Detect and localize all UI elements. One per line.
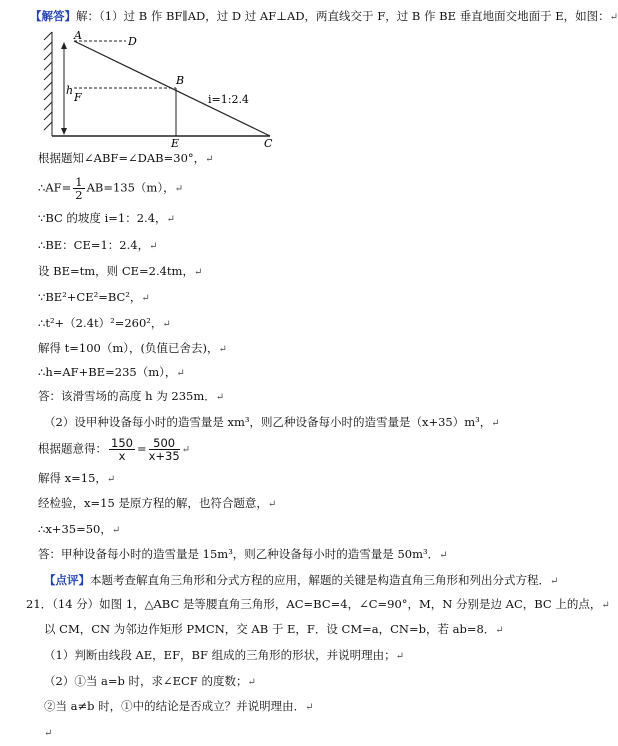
- pythag-statement: ∵BE²+CE²=BC²，: [38, 290, 142, 304]
- solution-header: 【解答】解：（1）过 B 作 BF∥AD，过 D 过 AF⊥AD，两直线交于 F，过 B 作 BE 垂直地面交地面于 E，如图：↵: [30, 9, 618, 23]
- fraction-eq-prefix: 根据题意得：: [38, 441, 107, 456]
- denominator-x35: x+35: [148, 449, 180, 463]
- q21-part3: ②当 a≠b 时，①中的结论是否成立？并说明理由．: [44, 699, 306, 713]
- line-fraction-eq: 根据题意得： $\frac{150}{x}$ = $\frac{500}{x+35}$ ↵: [38, 436, 191, 463]
- line-comment: 【点评】本题考查解直角三角形和分式方程的应用，解题的关键是构造直角三角形和列出分式方程．↵: [44, 573, 559, 587]
- fraction-500: [149, 437, 180, 462]
- solve-x-statement: 解得 x=15，: [38, 471, 107, 485]
- answer1-statement: 答：该滑雪场的高度 h 为 235m．: [38, 389, 216, 403]
- half-numerator: 1: [75, 175, 83, 189]
- line-part2: （2）设甲种设备每小时的造雪量是 xm³，则乙种设备每小时的造雪量是（x+35）m³，↵: [44, 415, 500, 429]
- q21-cont-statement: 以 CM，CN 为邻边作矩形 PMCN，交 AB 于 E，F．设 CM=a，CN=b，若 ab=8．: [44, 622, 496, 636]
- line-ratio: ∴BE：CE=1：2.4，↵: [38, 238, 158, 252]
- let-statement: 设 BE=tm，则 CE=2.4tm，: [38, 264, 194, 278]
- line-slope: ∵BC 的坡度 i=1：2.4，↵: [38, 211, 175, 225]
- label-h: h: [66, 84, 74, 97]
- label-d: D: [128, 35, 137, 48]
- line-angle: 根据题知∠ABF=∠DAB=30°，↵: [38, 151, 214, 165]
- fraction-150: [109, 437, 135, 462]
- line-x35: ∴x+35=50，↵: [38, 522, 121, 536]
- check-statement: 经检验，x=15 是原方程的解，也符合题意，: [38, 496, 268, 510]
- af-suffix: AB=135（m），: [86, 180, 175, 195]
- comment-text: 本题考查解直角三角形和分式方程的应用，解题的关键是构造直角三角形和列出分式方程．: [90, 573, 550, 587]
- equals-sign: =: [136, 441, 147, 456]
- empty-paragraph-mark: ↵: [44, 728, 53, 739]
- line-q21-p2: （2）①当 a=b 时，求∠ECF 的度数；↵: [44, 674, 256, 688]
- part2-statement: （2）设甲种设备每小时的造雪量是 xm³，则乙种设备每小时的造雪量是（x+35）m³，: [44, 415, 492, 429]
- line-equation: ∴t²+（2.4t）²=260²，↵: [38, 316, 171, 330]
- line-q21-p1: （1）判断由线段 AE，EF，BF 组成的三角形的形状，并说明理由；↵: [44, 648, 405, 662]
- wall-hatch: [44, 32, 52, 136]
- solution-intro: 解：（1）过 B 作 BF∥AD，过 D 过 AF⊥AD，两直线交于 F，过 B 作 BE 垂直地面交地面于 E，如图：: [76, 9, 610, 23]
- half-fraction: [73, 176, 84, 201]
- half-denominator: 2: [75, 188, 83, 202]
- line-q21: 21．（14 分）如图 1，△ABC 是等腰直角三角形，AC=BC=4，∠C=90°，M，N 分别是边 AC，BC 上的点，↵: [26, 597, 610, 611]
- slope-statement: ∵BC 的坡度 i=1：2.4，: [38, 211, 167, 225]
- numerator-500: 500: [149, 437, 180, 450]
- h-statement: ∴h=AF+BE=235（m），: [38, 365, 177, 379]
- label-e: E: [171, 137, 180, 150]
- line-af: ∴AF= $\frac{1}{2}$ AB=135（m），↵: [38, 175, 183, 202]
- denominator-x: x: [118, 449, 126, 463]
- line-check: 经检验，x=15 是原方程的解，也符合题意，↵: [38, 496, 277, 510]
- line-h: ∴h=AF+BE=235（m），↵: [38, 365, 185, 379]
- solve-t-statement: 解得 t=100（m），(负值已舍去)，: [38, 341, 219, 355]
- line-q21-p3: ②当 a≠b 时，①中的结论是否成立？并说明理由．↵: [44, 699, 314, 713]
- line-solve-x: 解得 x=15，↵: [38, 471, 116, 485]
- equation-statement: ∴t²+（2.4t）²=260²，: [38, 316, 163, 330]
- q21-part2: （2）①当 a=b 时，求∠ECF 的度数；: [44, 674, 248, 688]
- geometry-figure: [38, 28, 328, 148]
- af-prefix: ∴AF=: [38, 180, 72, 195]
- answer-tag: 【解答】: [30, 9, 76, 23]
- answer2-statement: 答：甲种设备每小时的造雪量是 15m³，则乙种设备每小时的造雪量是 50m³．: [38, 547, 440, 561]
- label-f: F: [74, 91, 82, 104]
- comment-tag: 【点评】: [44, 573, 90, 587]
- q21-part1: （1）判断由线段 AE，EF，BF 组成的三角形的形状，并说明理由；: [44, 648, 396, 662]
- label-c: C: [264, 137, 273, 150]
- x35-statement: ∴x+35=50，: [38, 522, 112, 536]
- label-b: B: [176, 74, 185, 87]
- label-slope: i=1:2.4: [208, 93, 249, 106]
- numerator-150: 150: [111, 436, 133, 450]
- angle-statement: 根据题知∠ABF=∠DAB=30°，: [38, 151, 206, 165]
- line-let: 设 BE=tm，则 CE=2.4tm，↵: [38, 264, 203, 278]
- line-answer1: 答：该滑雪场的高度 h 为 235m．↵: [38, 389, 225, 403]
- line-pythag: ∵BE²+CE²=BC²，↵: [38, 290, 150, 304]
- ratio-statement: ∴BE：CE=1：2.4，: [38, 238, 150, 252]
- label-a: A: [74, 29, 82, 42]
- line-q21-cont: 以 CM，CN 为邻边作矩形 PMCN，交 AB 于 E，F．设 CM=a，CN=b，若 ab=8．↵: [44, 622, 504, 636]
- line-answer2: 答：甲种设备每小时的造雪量是 15m³，则乙种设备每小时的造雪量是 50m³．↵: [38, 547, 448, 561]
- q21-statement: 21．（14 分）如图 1，△ABC 是等腰直角三角形，AC=BC=4，∠C=90°，M，N 分别是边 AC，BC 上的点，: [26, 597, 602, 611]
- line-solve-t: 解得 t=100（m），(负值已舍去)，↵: [38, 341, 227, 355]
